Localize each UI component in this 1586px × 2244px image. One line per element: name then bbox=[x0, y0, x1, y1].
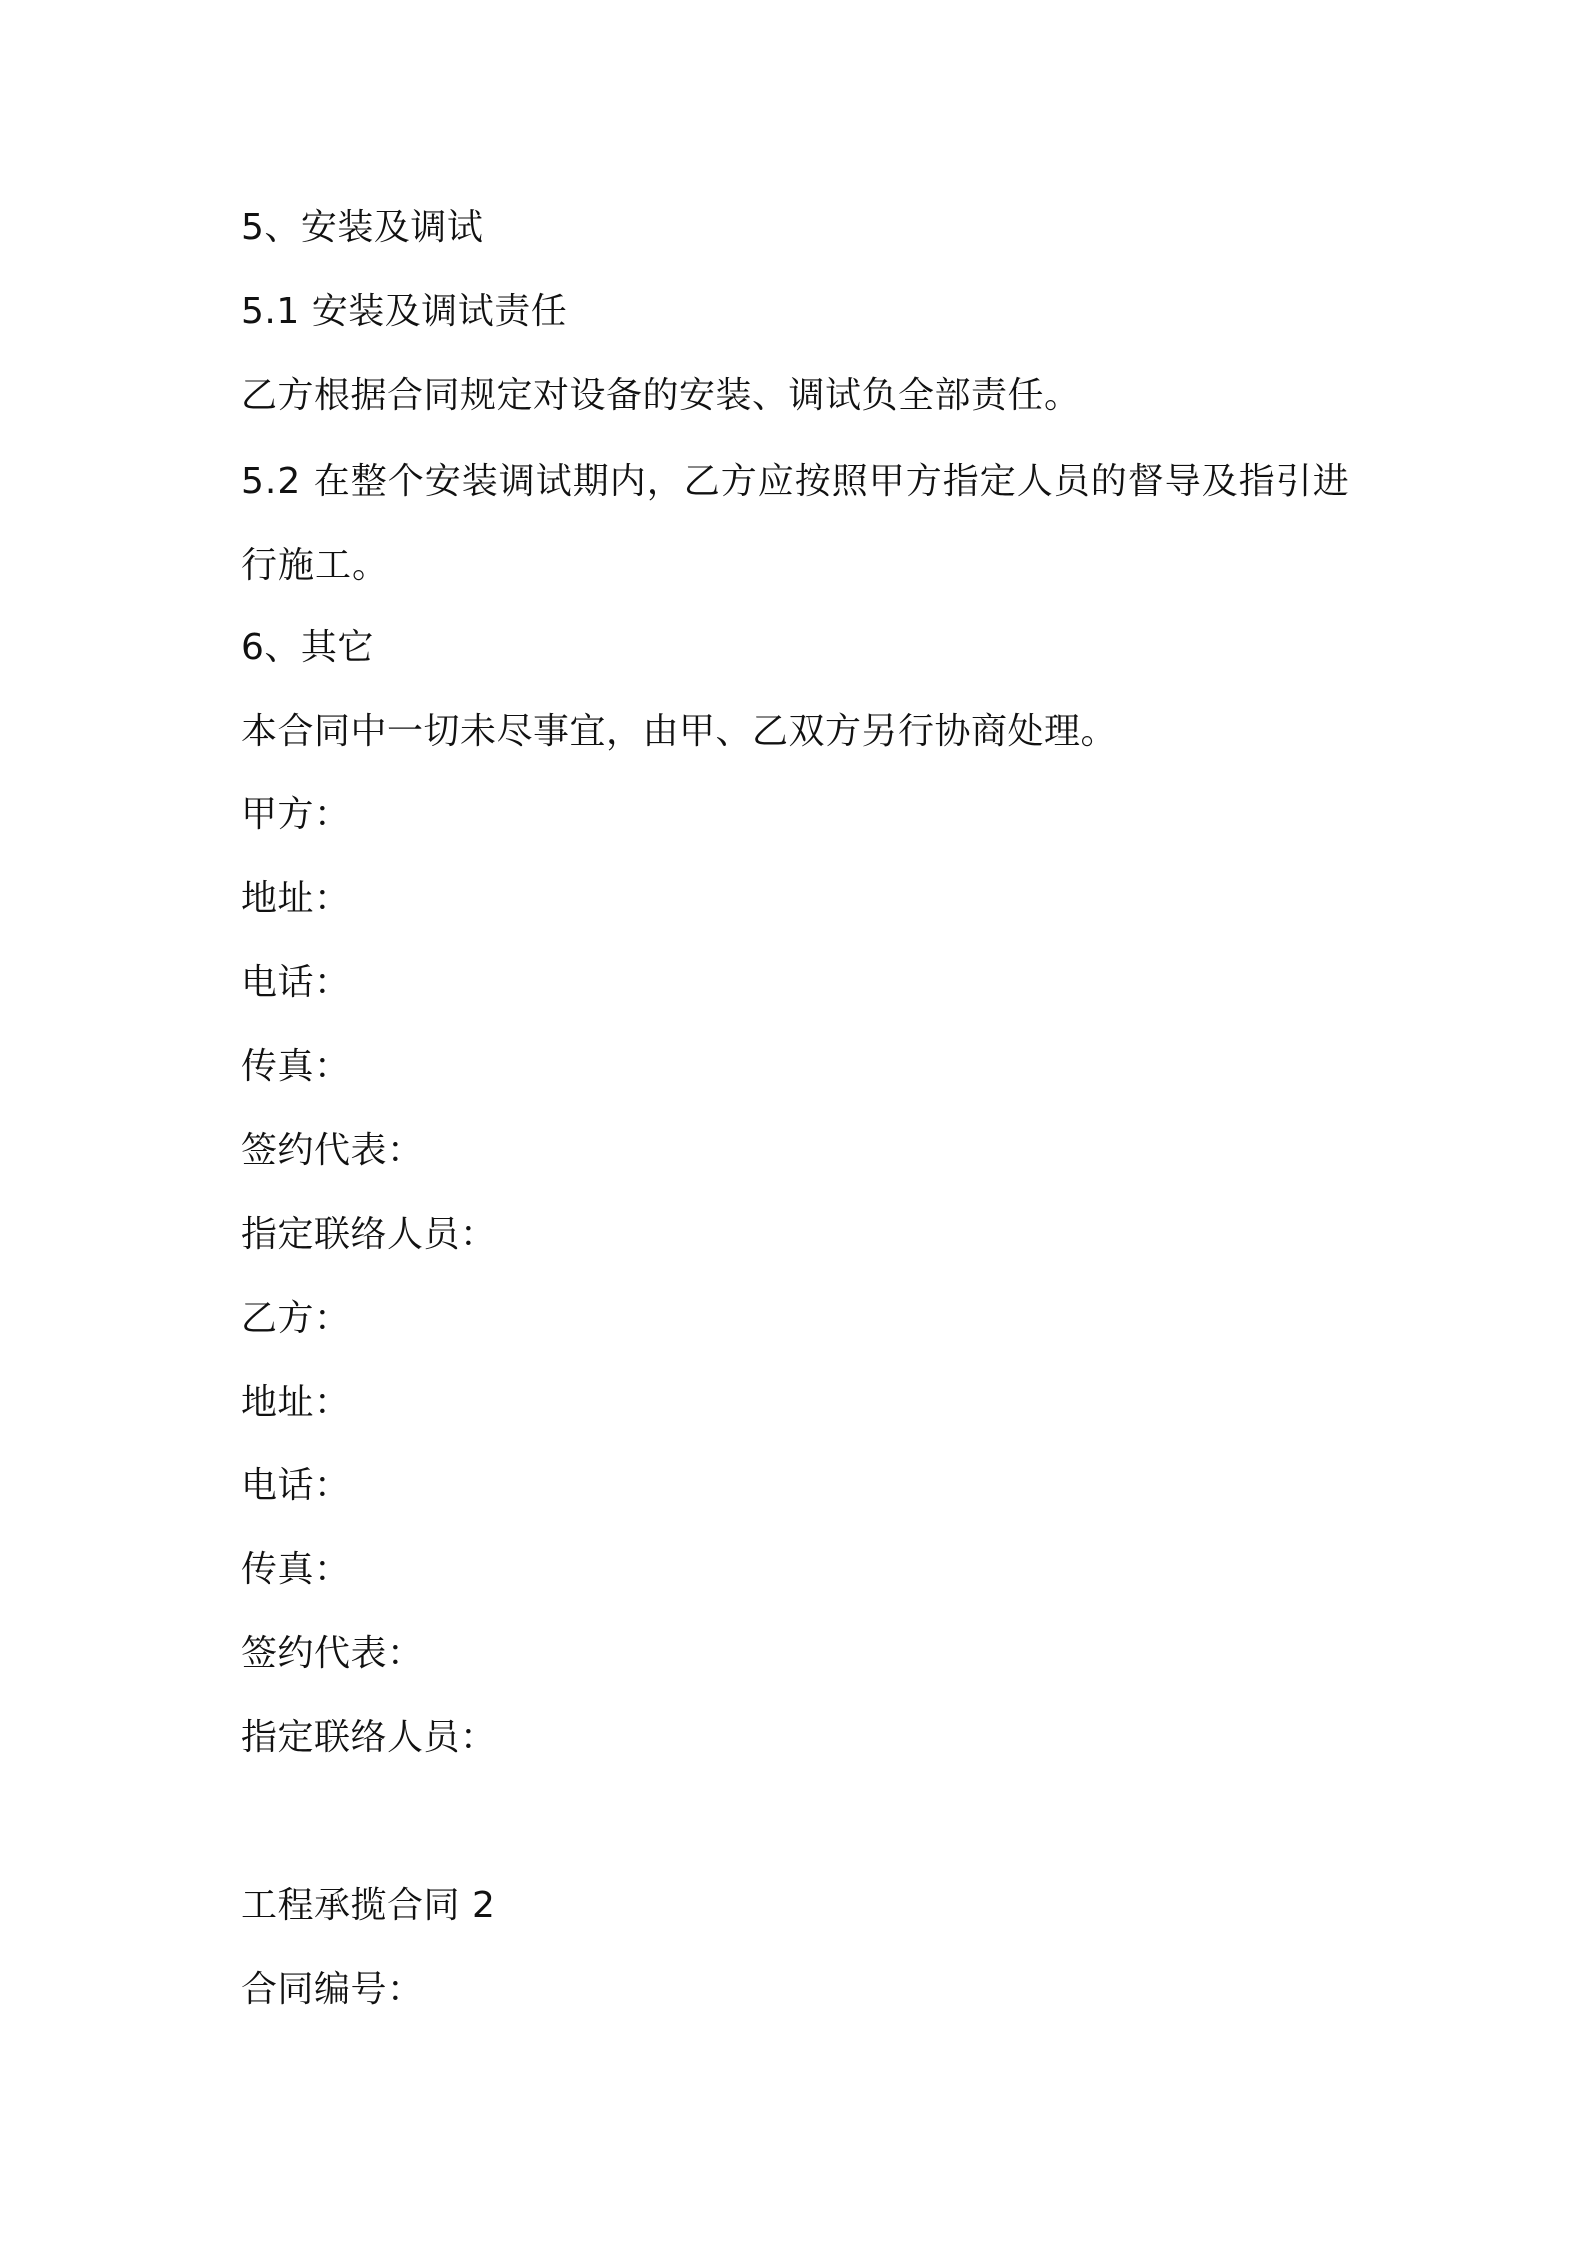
party-a-contact-label: 指定联络人员： bbox=[241, 1214, 497, 1255]
section-5-heading: 5、安装及调试 bbox=[241, 207, 484, 248]
section-5-1-heading: 5.1 安装及调试责任 bbox=[241, 291, 568, 332]
party-b-phone-label: 电话： bbox=[241, 1465, 351, 1506]
party-b-label: 乙方： bbox=[241, 1298, 351, 1339]
party-b-address-label: 地址： bbox=[241, 1382, 351, 1423]
section-5-1-text: 乙方根据合同规定对设备的安装、调试负全部责任。 bbox=[241, 375, 1081, 416]
party-b-fax-label: 传真： bbox=[241, 1549, 351, 1590]
section-6-heading: 6、其它 bbox=[241, 627, 374, 668]
party-a-address-label: 地址： bbox=[241, 878, 351, 919]
contract-number-label: 合同编号： bbox=[241, 1969, 424, 2010]
party-a-label: 甲方： bbox=[241, 794, 351, 835]
next-contract-title: 工程承揽合同 2 bbox=[241, 1885, 496, 1926]
party-b-contact-label: 指定联络人员： bbox=[241, 1717, 497, 1758]
party-a-phone-label: 电话： bbox=[241, 962, 351, 1003]
party-b-signatory-label: 签约代表： bbox=[241, 1633, 424, 1674]
party-a-fax-label: 传真： bbox=[241, 1046, 351, 1087]
section-5-2-text: 5.2 在整个安装调试期内，乙方应按照甲方指定人员的督导及指引进行施工。 bbox=[241, 461, 1350, 586]
party-a-signatory-label: 签约代表： bbox=[241, 1130, 424, 1171]
section-6-text: 本合同中一切未尽事宜，由甲、乙双方另行协商处理。 bbox=[241, 711, 1118, 752]
